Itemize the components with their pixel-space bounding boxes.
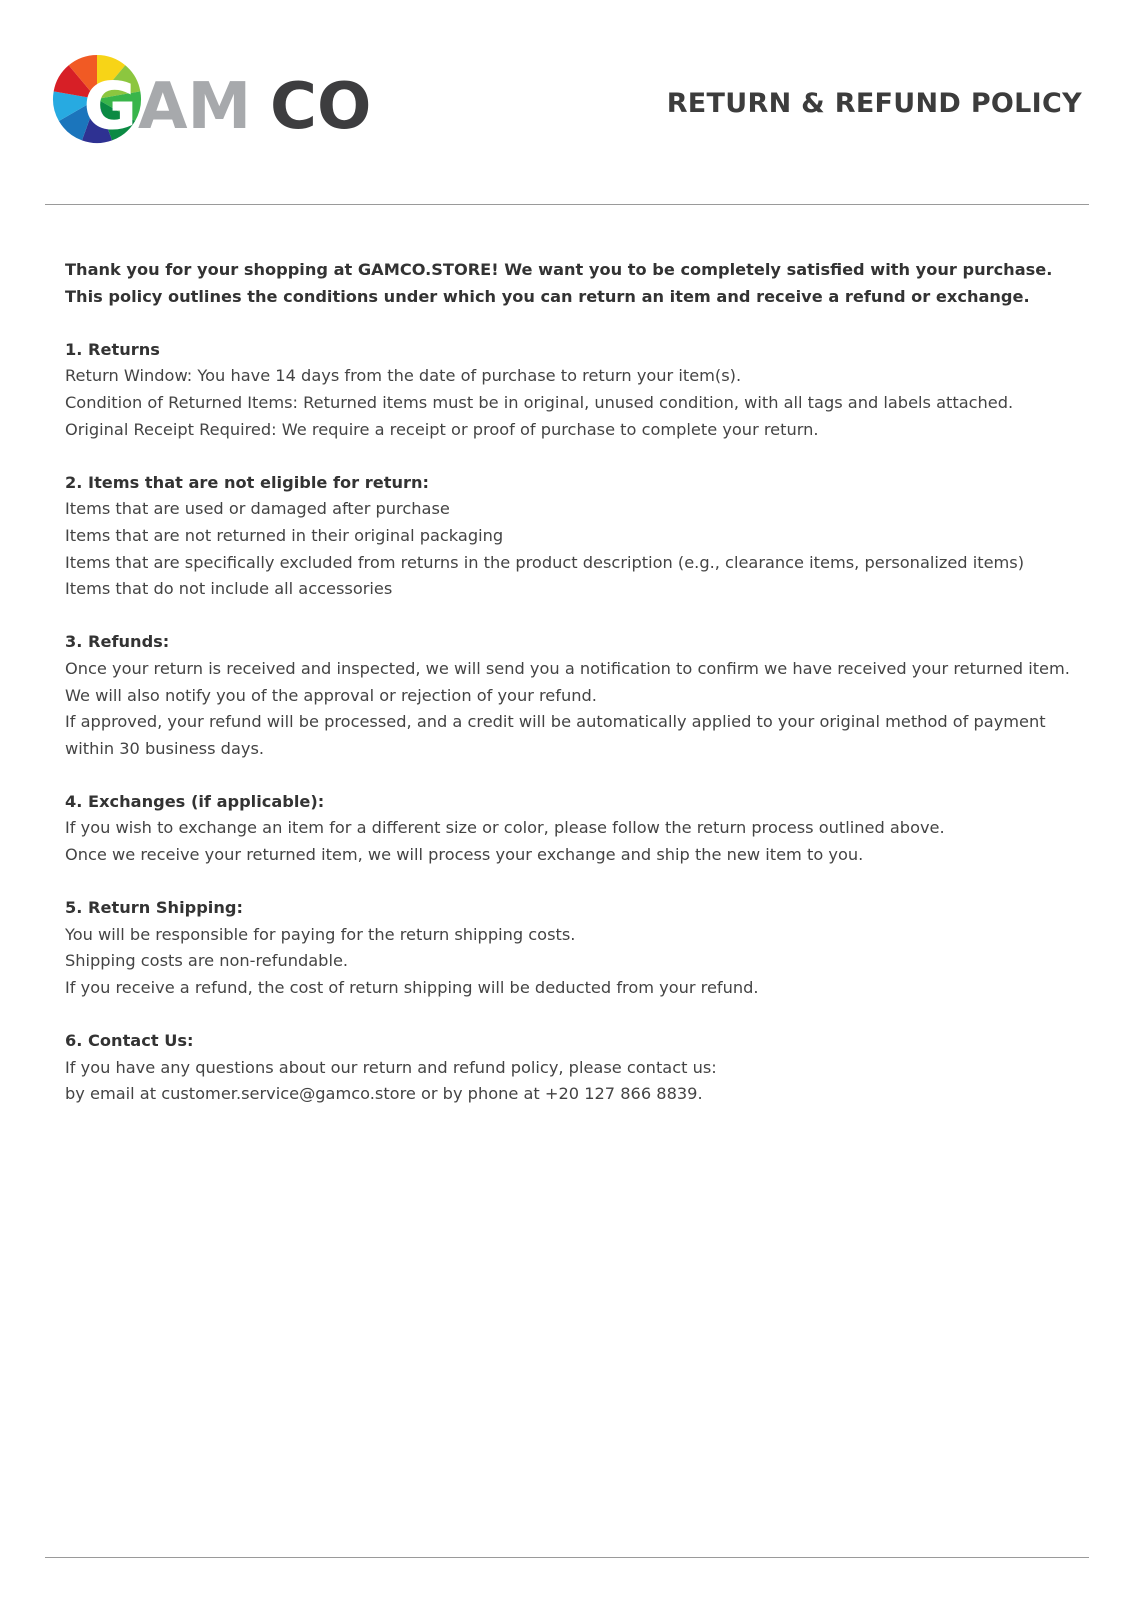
section-line: We will also notify you of the approval or rejection of your refund. [65,685,597,705]
section-exchanges [65,789,1075,869]
section-line: Shipping costs are non-refundable. [65,951,349,971]
logo-wordmark [84,70,371,144]
intro-paragraph [65,257,1075,310]
section-heading: 3. Refunds: [65,632,170,652]
section-heading: 6. Contact Us: [65,1031,194,1051]
contact-details: by email at customer.service@gamco.store or by phone at +20 127 866 8839. [65,1084,703,1104]
section-line: If you wish to exchange an item for a different size or color, please follow the return process outlined above. [65,818,945,838]
section-returns [65,337,1075,443]
svg-text:AM: AM [138,70,252,144]
section-refunds [65,629,1075,762]
section-heading: 4. Exchanges (if applicable): [65,791,325,811]
section-contact [65,1028,1075,1108]
section-line: You will be responsible for paying for the return shipping costs. [65,924,576,944]
footer-divider [45,1557,1089,1558]
section-heading: 5. Return Shipping: [65,898,243,918]
section-line: If approved, your refund will be processed, and a credit will be automatically applied to your original method of payment [65,712,1046,732]
section-line: If you have any questions about our return and refund policy, please contact us: [65,1057,717,1077]
section-line: Return Window: You have 14 days from the date of purchase to return your item(s). [65,366,742,386]
section-line: Condition of Returned Items: Returned items must be in original, unused condition, with all tags and labels attached. [65,392,1014,412]
section-line: Items that do not include all accessories [65,579,393,599]
document-title: RETURN & REFUND POLICY [666,88,1082,119]
header-divider [45,204,1089,205]
policy-content [65,257,1075,1108]
section-line: Original Receipt Required: We require a receipt or proof of purchase to complete your return. [65,419,819,439]
section-heading: 1. Returns [65,339,160,359]
section-line: Items that are not returned in their original packaging [65,525,504,545]
svg-text:CO: CO [270,70,372,144]
section-line: If you receive a refund, the cost of return shipping will be deducted from your refund. [65,978,759,998]
gamco-logo [52,53,382,148]
section-heading: 2. Items that are not eligible for return: [65,472,429,492]
section-line: Items that are used or damaged after purchase [65,499,450,519]
section-return-shipping [65,895,1075,1001]
section-line: Once your return is received and inspected, we will send you a notification to confirm we have received your returned item. [65,658,1070,678]
section-line: within 30 business days. [65,738,265,758]
intro-line: This policy outlines the conditions under which you can return an item and receive a refund or exchange. [65,286,1030,306]
section-line: Items that are specifically excluded from returns in the product description (e.g., clearance items, personalized items) [65,552,1025,572]
intro-line: Thank you for your shopping at GAMCO.STORE! We want you to be completely satisfied with your purchase. [65,260,1053,279]
page-header [0,0,1132,205]
svg-text:G: G [84,70,137,144]
section-not-eligible [65,470,1075,603]
section-line: Once we receive your returned item, we will process your exchange and ship the new item to you. [65,845,864,865]
